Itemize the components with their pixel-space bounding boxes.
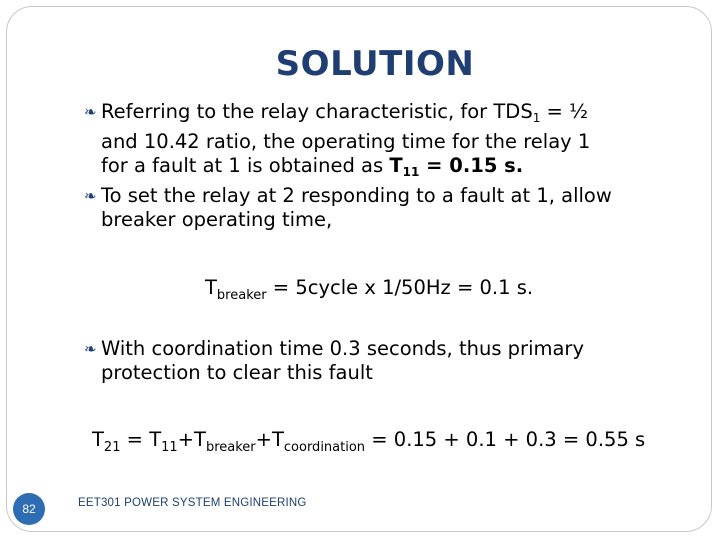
eq2-part-3: +T [177, 428, 206, 451]
slide-title: SOLUTION [275, 44, 475, 84]
bullet-2-line-2: breaker operating time, [101, 208, 333, 231]
coordination-sub: coordination [283, 440, 366, 455]
t-breaker-subscript: breaker [216, 288, 267, 303]
bullet-1-line-2: and 10.42 ratio, the operating time for the relay 1 [101, 130, 591, 153]
eq2-part-4: +T [255, 428, 284, 451]
t11-period: . [515, 154, 524, 177]
footer-course-title: EET301 POWER SYSTEM ENGINEERING [78, 497, 307, 509]
t11-subscript: 11 [402, 165, 420, 179]
bullet-1-text: Referring to the relay characteristic, for TDS [101, 100, 533, 123]
bullet-2-text: To set the relay at 2 responding to a fault at 1, allow [101, 184, 612, 207]
leaf-bullet-icon: ❧ [84, 340, 97, 358]
leaf-bullet-icon: ❧ [84, 187, 97, 205]
tds-subscript: 1 [532, 111, 541, 125]
leaf-bullet-icon: ❧ [84, 103, 97, 121]
bullet-list-top [84, 100, 704, 232]
t21-result: = 0.15 + 0.1 + 0.3 = 0.55 s [365, 428, 646, 451]
bullet-list-bottom [84, 337, 704, 385]
bullet-1-line-3-text: for a fault at 1 is obtained as [101, 154, 390, 177]
t11-sub: 11 [161, 440, 178, 455]
t21-subscript: 21 [103, 440, 121, 455]
t21-equation [92, 428, 645, 455]
breaker-time-value: = 5cycle x 1/50Hz = 0.1 s. [266, 276, 534, 299]
eq2-part-2: = T [120, 428, 162, 451]
bullet-1-value: = ½ [540, 100, 588, 123]
breaker-sub: breaker [205, 440, 256, 455]
t11-value: = 0.15 s [419, 154, 516, 177]
t11-symbol: T [389, 154, 403, 177]
bullet-1-line-3 [84, 154, 704, 184]
breaker-time-equation [205, 276, 533, 303]
t21-symbol: T [92, 428, 104, 451]
bullet-3-text: With coordination time 0.3 seconds, thus primary [101, 337, 584, 360]
bullet-3 [84, 337, 704, 361]
bullet-2 [84, 184, 704, 208]
bullet-1 [84, 100, 704, 130]
t-breaker-symbol: T [205, 276, 217, 299]
bullet-3-line-2: protection to clear this fault [101, 361, 373, 384]
page-number-badge: 82 [13, 493, 45, 525]
